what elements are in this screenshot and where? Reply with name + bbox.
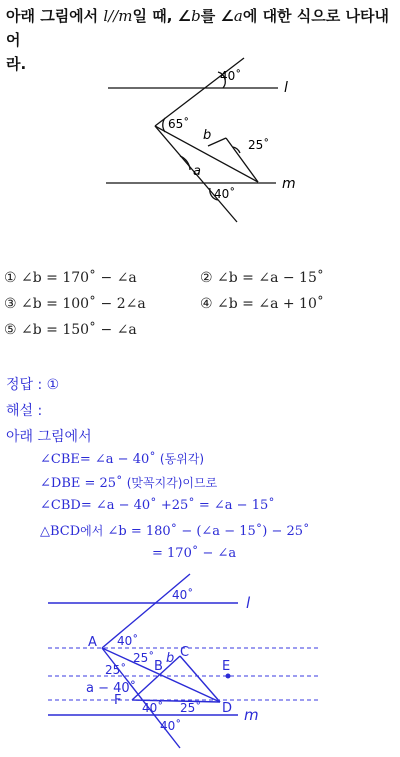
question-a: a [233, 7, 243, 25]
fig1-angle-top: 40˚ [220, 69, 242, 83]
equation-4-note: 에서 [80, 524, 104, 538]
solution-figure [0, 570, 400, 757]
option-2-num: ② [200, 270, 213, 286]
fig2-label-f: F [114, 693, 122, 708]
fig2-angle-25a: 25˚ [133, 651, 155, 665]
option-4-num: ④ [200, 296, 213, 312]
equation-1-text: ∠CBE= ∠a − 40˚ [40, 452, 156, 467]
arc-65 [163, 118, 165, 132]
option-2-text: ∠b = ∠a − 15˚ [217, 270, 324, 286]
option-1[interactable] [4, 270, 137, 286]
option-4[interactable] [200, 296, 324, 312]
fig2-label-l: l [246, 594, 251, 612]
equation-4-prefix: △BCD [40, 524, 81, 539]
explanation-intro: 아래 그림에서 [6, 429, 92, 445]
question-b: b [191, 7, 201, 25]
question-part3: 를 ∠ [200, 7, 234, 25]
fig1-label-b: b [203, 128, 212, 143]
option-4-text: ∠b = ∠a + 10˚ [217, 296, 324, 312]
equation-2-text: ∠DBE = 25˚ [40, 476, 123, 491]
fig2-cd [180, 656, 220, 702]
equation-4-text: ∠b = 180˚ − (∠a − 15˚) − 25˚ [107, 524, 310, 539]
problem-figure [0, 0, 400, 260]
fig1-angle-left: 65˚ [168, 117, 190, 131]
fig2-transversal-top [102, 574, 190, 648]
equation-1 [40, 450, 204, 467]
fig2-label-b-angle: b [166, 651, 175, 666]
equation-3: ∠CBD= ∠a − 40˚ +25˚ = ∠a − 15˚ [40, 498, 275, 513]
option-3-text: ∠b = 100˚ − 2∠a [21, 296, 146, 312]
equation-2-note: (맞꼭지각)이므로 [126, 476, 218, 490]
fig1-angle-bottom: 40˚ [214, 187, 236, 201]
question-line2: 라. [6, 55, 27, 73]
fig2-label-e: E [222, 659, 231, 674]
point-e [226, 674, 231, 679]
option-3[interactable] [4, 296, 146, 312]
fig2-label-c: C [180, 645, 190, 660]
question-condition: l//m [103, 7, 133, 25]
fig1-angle-right: 25˚ [248, 138, 270, 152]
fig2-label-b: B [154, 659, 163, 674]
fig2-angle-25b: 25˚ [105, 663, 127, 677]
fig2-label-a: A [88, 635, 97, 650]
equation-5: = 170˚ − ∠a [152, 546, 237, 561]
fig2-angle-25c: 25˚ [180, 701, 202, 715]
arc-a [180, 156, 190, 170]
option-1-text: ∠b = 170˚ − ∠a [21, 270, 137, 286]
option-5-text: ∠b = 150˚ − ∠a [21, 322, 137, 338]
fig2-expr: a − 40˚ [86, 681, 137, 696]
fig1-label-m: m [282, 176, 296, 192]
answer-label: 정답 : ① [6, 377, 60, 393]
option-1-num: ① [4, 270, 17, 286]
question-part1: 아래 그림에서 [6, 7, 99, 25]
fig2-label-m: m [244, 706, 259, 724]
fig2-angle-40f: 40˚ [142, 701, 164, 715]
fig1-label-a: a [193, 164, 201, 179]
equation-2 [40, 474, 217, 491]
fig2-angle-top: 40˚ [172, 588, 194, 602]
question-part2: 일 때, ∠ [132, 7, 192, 25]
question-part4: 에 대한 식으로 나타내어 [6, 7, 389, 49]
option-3-num: ③ [4, 296, 17, 312]
fig1-label-l: l [284, 80, 288, 96]
option-5[interactable] [4, 322, 137, 338]
option-2[interactable] [200, 270, 324, 286]
equation-1-note: (동위각) [159, 452, 205, 466]
fig2-angle-40g: 40˚ [160, 719, 182, 733]
fig2-label-d: D [222, 701, 233, 716]
option-5-num: ⑤ [4, 322, 17, 338]
fig2-angle-a: 40˚ [117, 634, 139, 648]
explanation-label: 해설 : [6, 403, 43, 419]
equation-4 [40, 522, 310, 539]
